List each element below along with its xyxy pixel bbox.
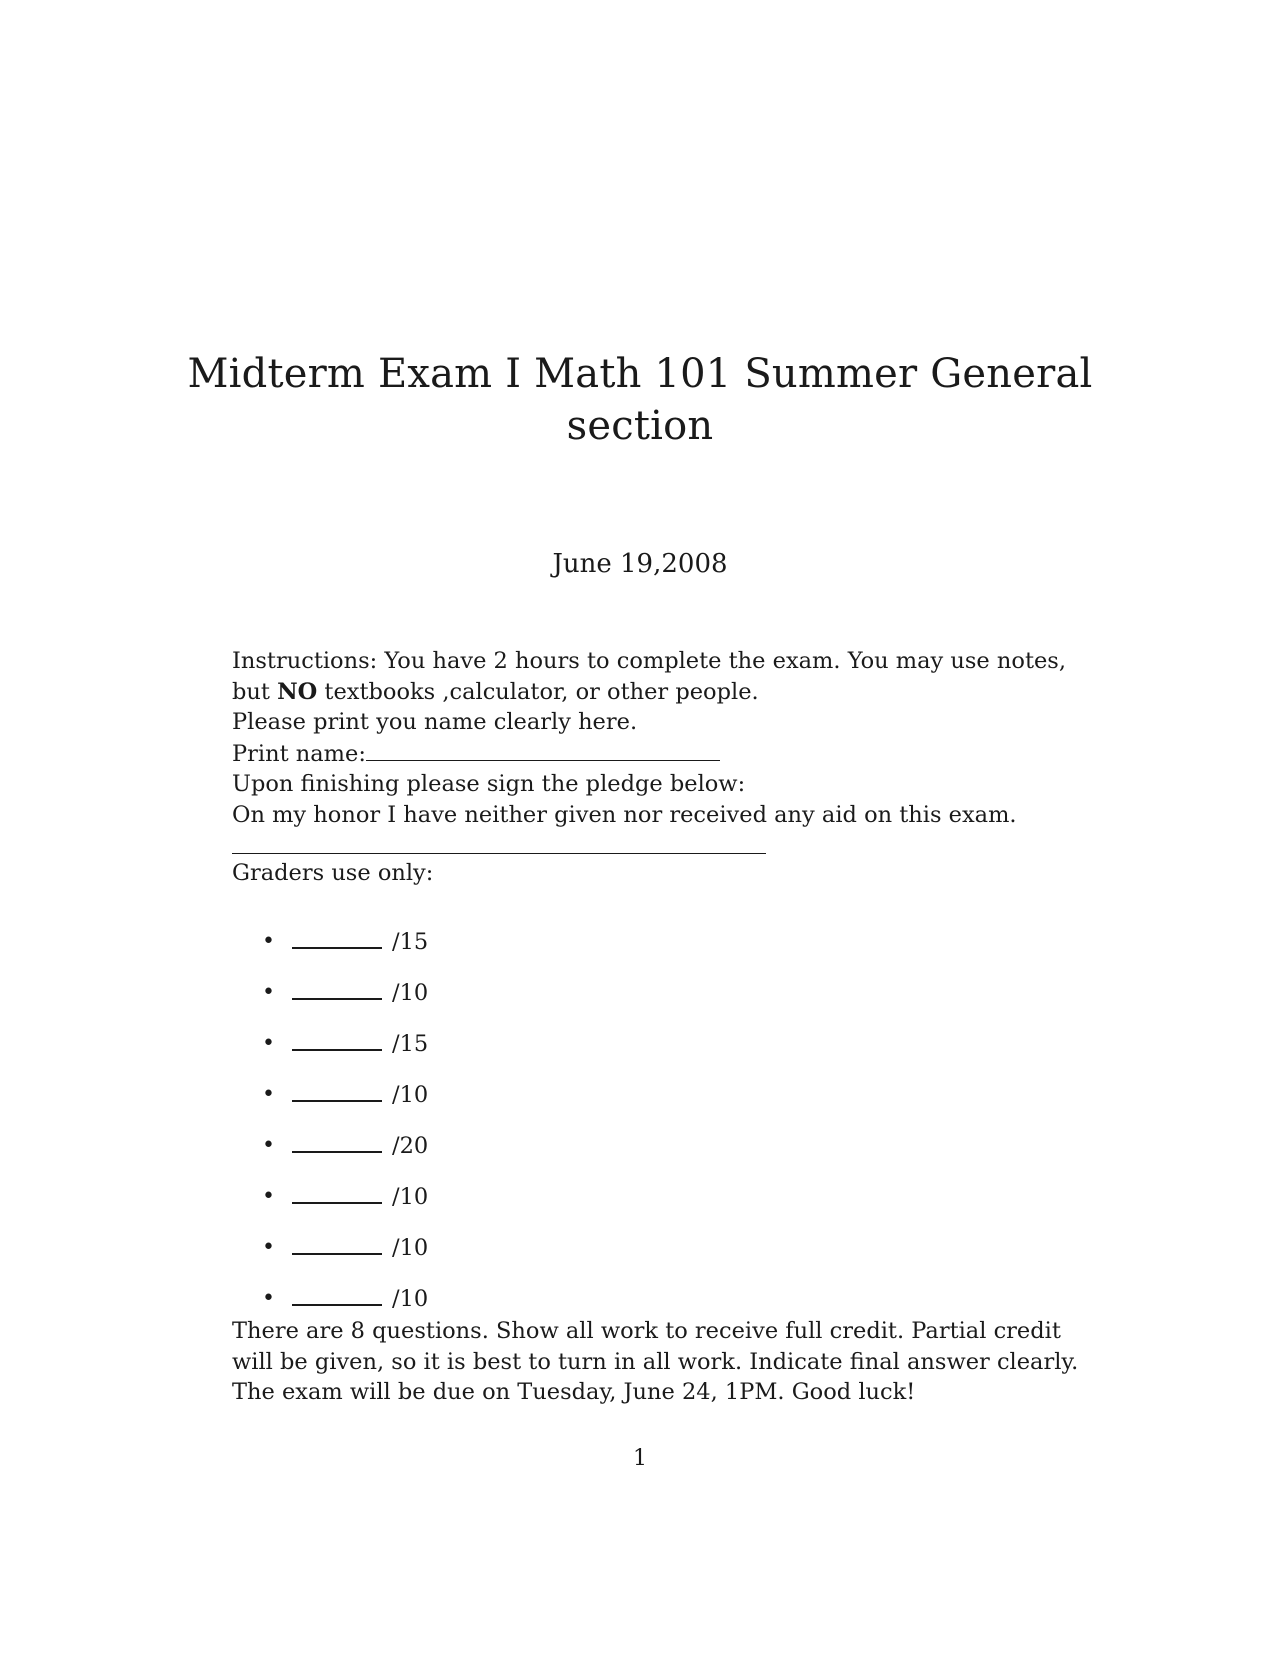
score-item [262,1212,428,1263]
score-max: /15 [392,929,429,955]
bullet-icon: • [262,1184,275,1209]
instructions-line-5: Upon finishing please sign the pledge below: [232,771,746,797]
score-max: /10 [392,1286,429,1312]
instructions-no-emphasis: NO [277,678,318,705]
score-item [262,1110,428,1161]
bullet-icon: • [262,1286,275,1311]
instructions-line-3: Please print you name clearly here. [232,709,638,735]
score-blank[interactable] [292,1282,382,1306]
print-name-blank[interactable] [366,738,720,761]
bullet-icon: • [262,980,275,1005]
score-blank[interactable] [292,976,382,1000]
instructions-line-2-suffix: textbooks ,calculator, or other people. [317,678,759,705]
score-max: /10 [392,980,429,1006]
instructions-line-1: Instructions: You have 2 hours to complete the exam. You may use notes, [232,648,1066,674]
exam-date: June 19,2008 [552,549,728,579]
print-name-label: Print name: [232,740,366,767]
score-blank[interactable] [292,1231,382,1255]
bullet-icon: • [262,1235,275,1260]
signature-blank[interactable] [232,853,766,854]
closing-block [232,1316,1079,1408]
honor-pledge-text: On my honor I have neither given nor received any aid on this exam. [232,801,1017,828]
score-max: /15 [392,1031,429,1057]
score-list [262,906,428,1314]
score-blank[interactable] [292,1078,382,1102]
closing-line-2: will be given, so it is best to turn in all work. Indicate final answer clearly. [232,1348,1079,1375]
instructions-block [232,646,1066,830]
score-blank[interactable] [292,1027,382,1051]
score-max: /10 [392,1082,429,1108]
page-number: 1 [633,1446,647,1471]
title-line-1: Midterm Exam I Math 101 Summer General [187,351,1093,397]
instructions-line-2 [232,677,1052,708]
score-item [262,1059,428,1110]
bullet-icon: • [262,1082,275,1107]
score-max: /10 [392,1235,429,1261]
score-max: /10 [392,1184,429,1210]
closing-line-3: The exam will be due on Tuesday, June 24, 1PM. Good luck! [232,1379,916,1405]
bullet-icon: • [262,929,275,954]
exam-title [0,348,1280,452]
graders-label: Graders use only: [232,860,434,886]
bullet-icon: • [262,1031,275,1056]
score-blank[interactable] [292,925,382,949]
score-blank[interactable] [292,1129,382,1153]
score-blank[interactable] [292,1180,382,1204]
score-max: /20 [392,1133,429,1159]
score-item [262,906,428,957]
score-item [262,1008,428,1059]
score-item [262,957,428,1008]
instructions-line-2-prefix: but [232,678,278,705]
closing-line-1: There are 8 questions. Show all work to receive full credit. Partial credit [232,1318,1061,1344]
print-name-row [232,738,1052,770]
score-item [262,1161,428,1212]
title-line-2: section [566,403,714,449]
bullet-icon: • [262,1133,275,1158]
score-item [262,1263,428,1314]
